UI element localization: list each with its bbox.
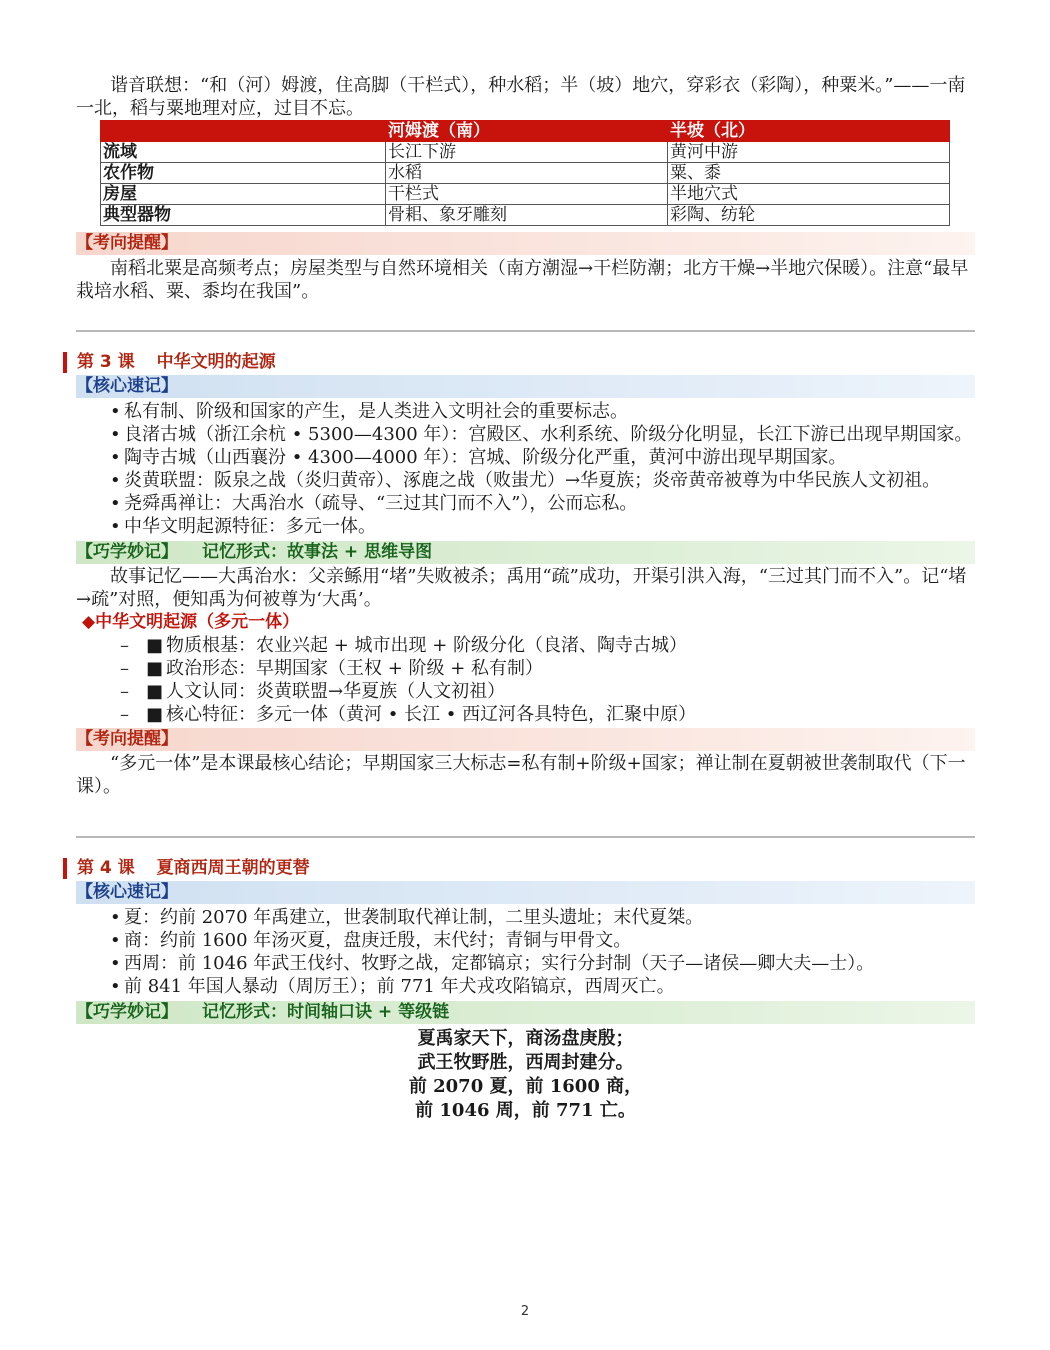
mind-map-list xyxy=(76,634,975,726)
mnemonic-paragraph: 谐音联想：“和（河）姆渡，住高脚（干栏式），种水稻；半（坡）地穴，穿彩衣（彩陶），种粟米。”——一南一北，稻与粟地理对应，过目不忘。 xyxy=(76,75,966,119)
lesson-title: 夏商西周王朝的更替 xyxy=(156,858,310,878)
bullet-icon: • xyxy=(110,470,121,491)
bullet-icon: • xyxy=(110,953,121,974)
poem-line: 前 1046 周，前 771 亡。 xyxy=(415,1100,636,1121)
poem-line: 前 2070 夏，前 1600 商， xyxy=(408,1076,643,1097)
table-header-row xyxy=(101,121,950,142)
story-paragraph: 故事记忆——大禹治水：父亲鲧用“堵”失败被杀；禹用“疏”成功，开渠引洪入海，“三过其门而不入”。记“堵→疏”对照，便知禹为何被尊为‘大禹’。 xyxy=(76,566,967,610)
table-row xyxy=(101,205,950,226)
table-cell: 彩陶、纺轮 xyxy=(668,205,950,226)
exam-tip-header xyxy=(76,232,975,255)
list-item-text: 良渚古城（浙江余杭 • 5300—4300 年）：宫殿区、水利系统、阶级分化明显，长江下游已出现早期国家。 xyxy=(124,424,973,445)
bullet-icon: • xyxy=(110,424,121,445)
list-item-text: 西周：前 1046 年武王伐纣、牧野之战，定都镐京；实行分封制（天子—诸侯—卿大夫—士）。 xyxy=(124,953,875,974)
memory-form: 记忆形式：时间轴口诀 + 等级链 xyxy=(202,1002,450,1022)
document-page xyxy=(76,74,975,1123)
dash-icon: – xyxy=(120,704,129,725)
list-item-text: 物质根基：农业兴起 + 城市出现 + 阶级分化（良渚、陶寺古城） xyxy=(166,635,688,656)
table-row xyxy=(101,184,950,205)
dash-icon: – xyxy=(120,681,129,702)
list-item xyxy=(76,400,975,423)
list-item-text: 夏：约前 2070 年禹建立，世袭制取代禅让制，二里头遗址；末代夏桀。 xyxy=(124,907,704,928)
list-item xyxy=(120,657,975,680)
list-item-text: 核心特征：多元一体（黄河 • 长江 • 西辽河各具特色，汇聚中原） xyxy=(166,704,697,725)
list-item-text: 政治形态：早期国家（王权 + 阶级 + 私有制） xyxy=(166,658,544,679)
core-notes-header xyxy=(76,375,975,398)
lesson-3-title xyxy=(76,349,975,375)
list-item xyxy=(76,446,975,469)
table-cell: 粟、黍 xyxy=(668,163,950,184)
list-item xyxy=(120,680,975,703)
list-item xyxy=(76,906,975,929)
memory-trick-label: 【巧学妙记】 xyxy=(76,1002,178,1022)
square-bullet-icon: ■ xyxy=(146,704,164,725)
list-item xyxy=(76,929,975,952)
poem-line: 夏禹家天下，商汤盘庚殷； xyxy=(417,1028,634,1049)
core-notes-label: 【核心速记】 xyxy=(76,376,178,396)
bullet-icon: • xyxy=(110,516,121,537)
exam-tip-text: “多元一体”是本课最核心结论；早期国家三大标志=私有制+阶级+国家；禅让制在夏朝被世袭制取代（下一课）。 xyxy=(76,753,966,797)
table-header-cell: 河姆渡（南） xyxy=(386,121,668,142)
memory-trick-header xyxy=(76,541,975,564)
list-item xyxy=(120,703,975,726)
list-item xyxy=(120,634,975,657)
poem-line: 武王牧野胜，西周封建分。 xyxy=(417,1052,634,1073)
list-item xyxy=(76,952,975,975)
dash-icon: – xyxy=(120,635,129,656)
table-row xyxy=(101,142,950,163)
core-notes-list xyxy=(76,906,975,998)
list-item-text: 人文认同：炎黄联盟→华夏族（人文初祖） xyxy=(166,681,506,702)
memory-trick-label: 【巧学妙记】 xyxy=(76,542,178,562)
lesson-4-title xyxy=(76,855,975,881)
mnemonic-poem xyxy=(76,1027,975,1123)
list-item-text: 前 841 年国人暴动（周厉王）；前 771 年犬戎攻陷镐京，西周灭亡。 xyxy=(124,976,675,997)
square-bullet-icon: ■ xyxy=(146,658,164,679)
row-label: 农作物 xyxy=(101,163,386,184)
bullet-icon: • xyxy=(110,493,121,514)
mind-map-title: ◆中华文明起源（多元一体） xyxy=(82,612,300,632)
list-item-text: 私有制、阶级和国家的产生，是人类进入文明社会的重要标志。 xyxy=(124,401,628,422)
core-notes-label: 【核心速记】 xyxy=(76,882,178,902)
section-marker xyxy=(63,352,67,373)
table-row xyxy=(101,163,950,184)
square-bullet-icon: ■ xyxy=(146,635,164,656)
list-item-text: 陶寺古城（山西襄汾 • 4300—4000 年）：宫城、阶级分化严重，黄河中游出现早期国家。 xyxy=(124,447,847,468)
section-marker xyxy=(63,858,67,879)
table-cell: 黄河中游 xyxy=(668,142,950,163)
exam-tip-label: 【考向提醒】 xyxy=(76,729,178,749)
exam-tip-text: 南稻北粟是高频考点；房屋类型与自然环境相关（南方潮湿→干栏防潮；北方干燥→半地穴保暖）。注意“最早栽培水稻、粟、黍均在我国”。 xyxy=(76,258,969,302)
bullet-icon: • xyxy=(110,907,121,928)
row-label: 房屋 xyxy=(101,184,386,205)
table-header-cell: 半坡（北） xyxy=(668,121,950,142)
list-item xyxy=(76,515,975,538)
exam-tip-label: 【考向提醒】 xyxy=(76,233,178,253)
list-item xyxy=(76,492,975,515)
dash-icon: – xyxy=(120,658,129,679)
exam-tip-header xyxy=(76,728,975,751)
lesson-title: 中华文明的起源 xyxy=(156,352,276,372)
core-notes-list xyxy=(76,400,975,538)
list-item-text: 中华文明起源特征：多元一体。 xyxy=(124,516,376,537)
list-item-text: 炎黄联盟：阪泉之战（炎归黄帝）、涿鹿之战（败蚩尤）→华夏族；炎帝黄帝被尊为中华民族人文初祖。 xyxy=(124,470,941,491)
table-cell: 半地穴式 xyxy=(668,184,950,205)
lesson-number: 第 4 课 xyxy=(77,858,135,878)
bullet-icon: • xyxy=(110,976,121,997)
bullet-icon: • xyxy=(110,447,121,468)
memory-form: 记忆形式：故事法 + 思维导图 xyxy=(202,542,433,562)
table-cell: 长江下游 xyxy=(386,142,668,163)
page-number: 2 xyxy=(520,1304,530,1319)
table-cell: 干栏式 xyxy=(386,184,668,205)
list-item xyxy=(76,423,975,446)
table-cell: 水稻 xyxy=(386,163,668,184)
table-header-cell xyxy=(101,121,386,142)
row-label: 流域 xyxy=(101,142,386,163)
list-item-text: 尧舜禹禅让：大禹治水（疏导、“三过其门而不入”），公而忘私。 xyxy=(124,493,638,514)
list-item xyxy=(76,975,975,998)
bullet-icon: • xyxy=(110,930,121,951)
lesson-number: 第 3 课 xyxy=(77,352,135,372)
list-item xyxy=(76,469,975,492)
comparison-table xyxy=(100,120,950,226)
square-bullet-icon: ■ xyxy=(146,681,164,702)
core-notes-header xyxy=(76,881,975,904)
table-cell: 骨耜、象牙雕刻 xyxy=(386,205,668,226)
bullet-icon: • xyxy=(110,401,121,422)
memory-trick-header xyxy=(76,1001,975,1024)
list-item-text: 商：约前 1600 年汤灭夏，盘庚迁殷，末代纣；青铜与甲骨文。 xyxy=(124,930,632,951)
row-label: 典型器物 xyxy=(101,205,386,226)
